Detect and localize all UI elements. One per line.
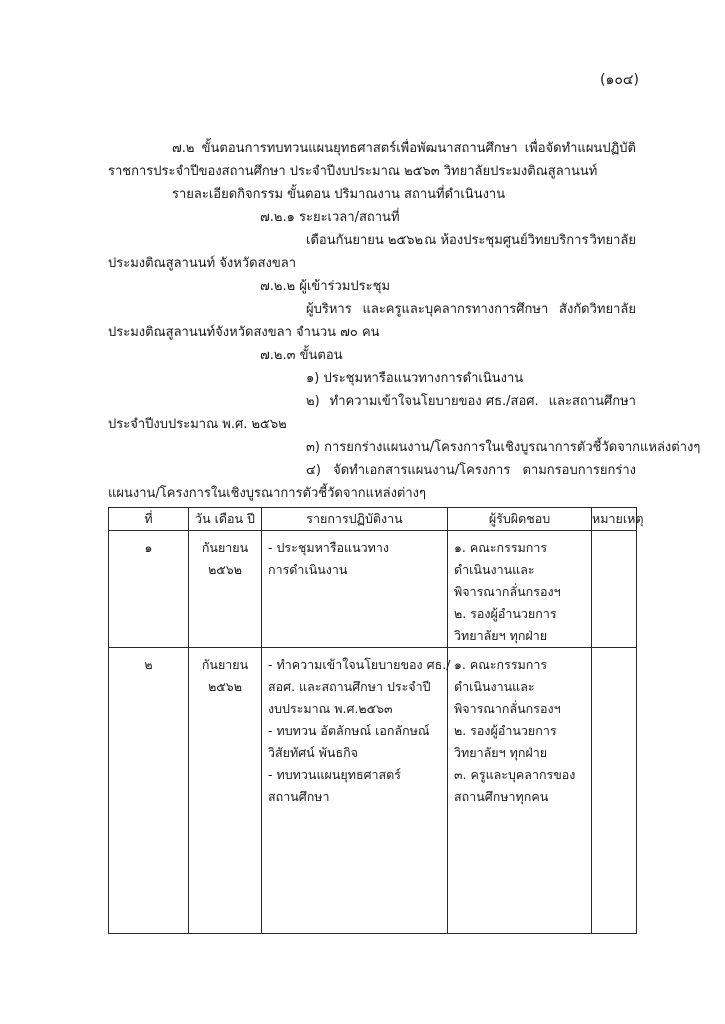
row-date: กันยายน ๒๕๖๒ bbox=[189, 531, 262, 648]
activity-table bbox=[108, 507, 644, 934]
header-note: หมายเหตุ bbox=[592, 508, 637, 531]
row-note bbox=[592, 648, 637, 934]
subsection-2-line-1: ผู้บริหาร และครูและบุคลากรทางการศึกษา สังกัดวิทยาลัย bbox=[306, 302, 636, 317]
section-intro: รายละเอียดกิจกรรม ขั้นตอน ปริมาณงาน สถานที่ดำเนินงาน bbox=[172, 187, 506, 202]
row-number: ๑ bbox=[109, 531, 189, 648]
table-row bbox=[109, 531, 637, 648]
subsection-1-line-1: เดือนกันยายน ๒๕๖๒ ณ ห้องประชุมศูนย์วิทยบริการ วิทยาลัย bbox=[306, 233, 636, 248]
header-tasks: รายการปฏิบัติงาน bbox=[262, 508, 448, 531]
table-row bbox=[109, 648, 637, 934]
row-responsible: ๑. คณะกรรมการ ดำเนินงานและ พิจารณากลั่นกรองฯ ๒. รองผู้อำนวยการ วิทยาลัยฯ ทุกฝ่าย ๓. ครูและบุคลากรของ สถานศึกษาทุกคน bbox=[448, 648, 592, 934]
header-no: ที่ bbox=[109, 508, 189, 531]
subsection-heading-1: ๗.๒.๑ ระยะเวลา/สถานที่ bbox=[260, 210, 400, 225]
subsection-heading-2: ๗.๒.๒ ผู้เข้าร่วมประชุม bbox=[260, 279, 391, 294]
step-3: ๓) การยกร่างแผนงาน/โครงการในเชิงบูรณาการตัวชี้วัดจากแหล่งต่างๆ bbox=[306, 440, 701, 455]
step-4-line-2: แผนงาน/โครงการในเชิงบูรณาการตัวชี้วัดจากแหล่งต่างๆ bbox=[108, 486, 426, 501]
header-date: วัน เดือน ปี bbox=[189, 508, 262, 531]
subsection-2-line-2: ประมงติณสูลานนท์จังหวัดสงขลา จำนวน ๗๐ คน bbox=[108, 325, 380, 340]
subsection-1-line-2: ประมงติณสูลานนท์ จังหวัดสงขลา bbox=[108, 256, 297, 271]
section-heading-line-1: ๗.๒ ขั้นตอนการทบทวนแผนยุทธศาสตร์เพื่อพัฒนาสถานศึกษา เพื่อจัดทำแผนปฏิบัติ bbox=[172, 141, 636, 156]
step-4-line-1: ๔) จัดทำเอกสารแผนงาน/โครงการ ตามกรอบการยกร่าง bbox=[306, 463, 636, 478]
row-responsible: ๑. คณะกรรมการ ดำเนินงานและ พิจารณากลั่นกรองฯ ๒. รองผู้อำนวยการ วิทยาลัยฯ ทุกฝ่าย bbox=[448, 531, 592, 648]
row-tasks: - ประชุมหารือแนวทาง การดำเนินงาน bbox=[262, 531, 448, 648]
header-responsible: ผู้รับผิดชอบ bbox=[448, 508, 592, 531]
section-heading-line-2: ราชการประจำปีของสถานศึกษา ประจำปีงบประมาณ ๒๕๖๓ วิทยาลัยประมงติณสูลานนท์ bbox=[108, 164, 598, 179]
section-number: ๗.๒ bbox=[172, 141, 195, 156]
row-note bbox=[592, 531, 637, 648]
row-date: กันยายน ๒๕๖๒ bbox=[189, 648, 262, 934]
row-tasks: - ทำความเข้าใจนโยบายของ ศธ./ สอศ. และสถานศึกษา ประจำปี งบประมาณ พ.ศ.๒๕๖๓ - ทบทวน อัตลักษณ์ เอกลักษณ์ วิสัยทัศน์ พันธกิจ - ทบทวนแผนยุทธศาสตร์ สถานศึกษา bbox=[262, 648, 448, 934]
step-2-line-1: ๒) ทำความเข้าใจนโยบายของ ศธ./สอศ. และสถานศึกษา bbox=[306, 394, 636, 409]
subsection-heading-3: ๗.๒.๓ ขั้นตอน bbox=[260, 348, 343, 363]
row-number: ๒ bbox=[109, 648, 189, 934]
step-2-line-2: ประจำปีงบประมาณ พ.ศ. ๒๕๖๒ bbox=[108, 417, 287, 432]
page-number: (๑๐๔) bbox=[600, 72, 639, 88]
table-header-row bbox=[109, 508, 637, 531]
step-1: ๑) ประชุมหารือแนวทางการดำเนินงาน bbox=[306, 371, 524, 386]
